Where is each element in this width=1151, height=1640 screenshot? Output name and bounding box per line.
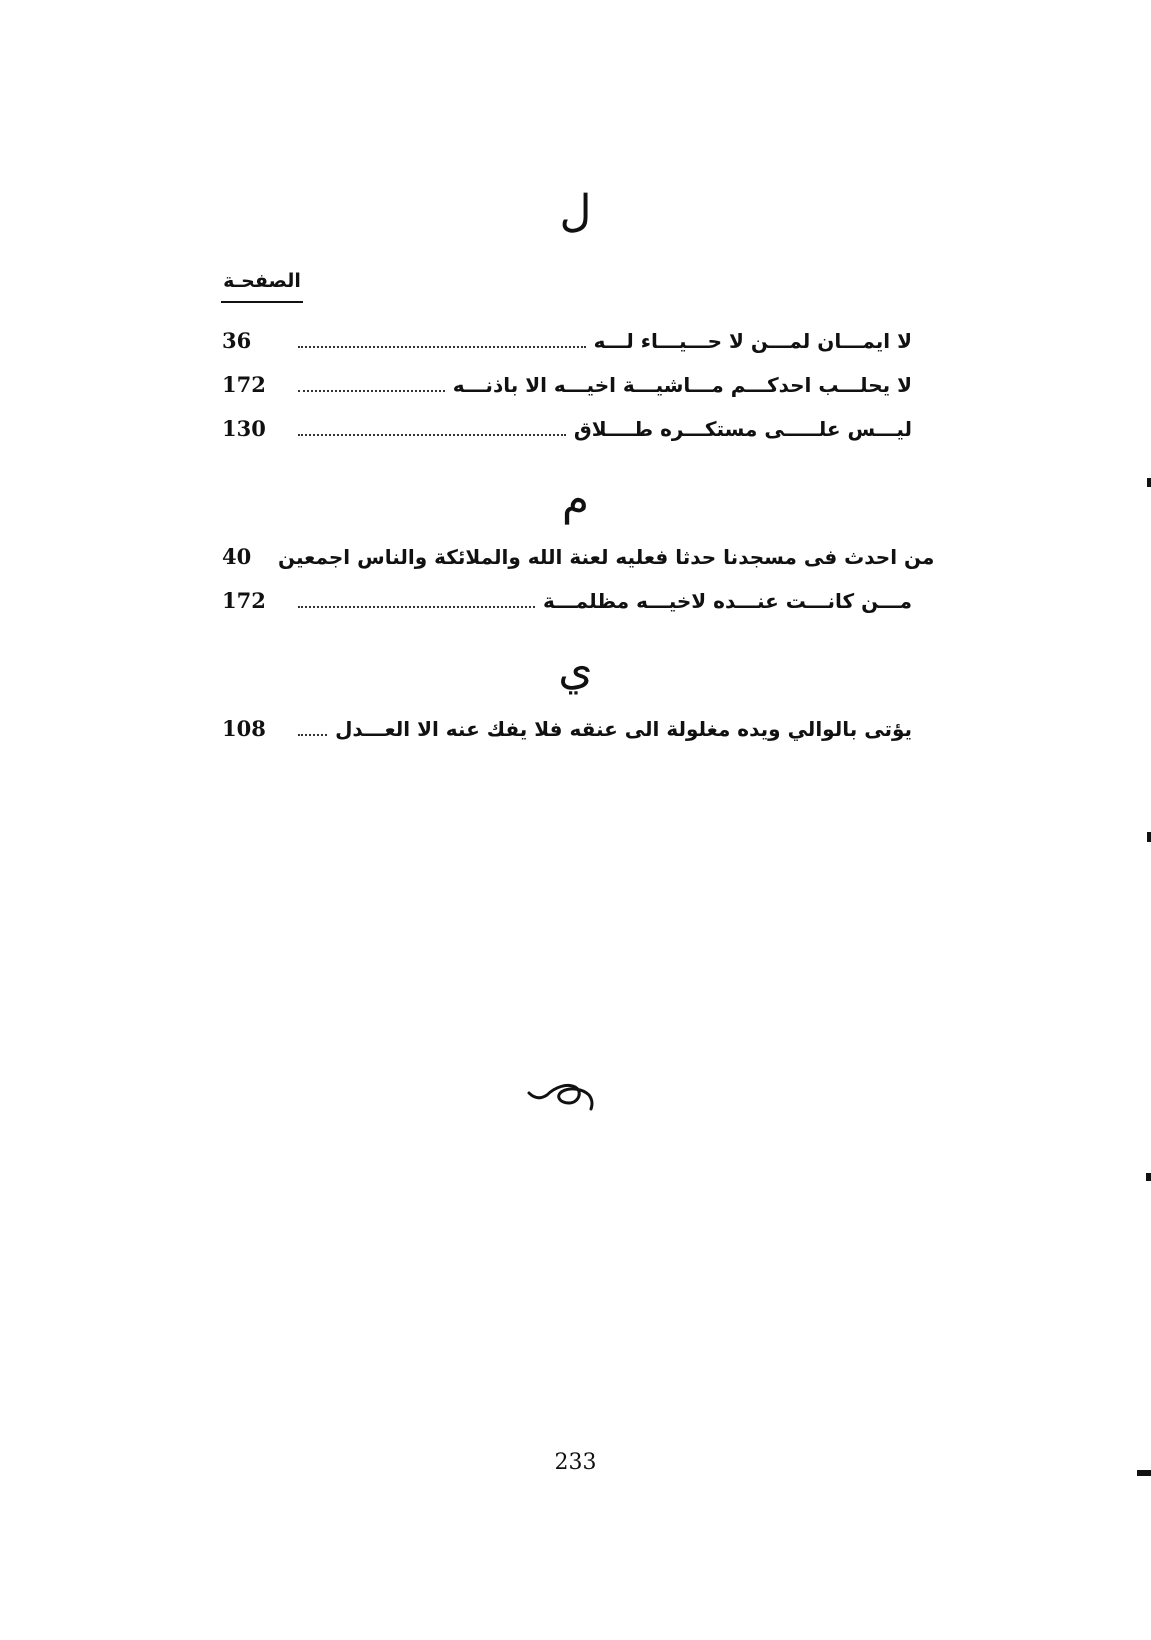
flourish-ornament-icon [525, 1075, 605, 1115]
index-entry [222, 320, 912, 354]
header-underline [221, 301, 303, 303]
entry-text: لا يحلـــب احدكـــم مـــاشيـــة اخيـــه الا باذنـــه [452, 373, 912, 397]
section-letter-lam: ل [559, 186, 592, 237]
scan-edge-mark [1137, 1470, 1151, 1476]
index-entry [222, 364, 912, 398]
section-letter-ya: ي [558, 644, 593, 695]
scan-edge-mark [1146, 1173, 1151, 1181]
dot-leader [298, 390, 445, 392]
index-entry [222, 580, 912, 614]
entry-page-number: 172 [222, 372, 266, 397]
dot-leader [298, 606, 535, 608]
entry-text: لا ايمـــان لمـــن لا حـــيـــاء لـــه [593, 329, 912, 353]
index-entry [222, 408, 912, 442]
entry-page-number: 40 [222, 544, 252, 569]
dot-leader [298, 346, 586, 348]
entry-text: ليـــس علـــــى مستكـــره طــــلاق [573, 417, 912, 441]
entry-page-number: 172 [222, 588, 266, 613]
section-letter-mim: م [561, 474, 590, 525]
scan-edge-mark [1147, 478, 1151, 487]
dot-leader [298, 434, 566, 436]
page-column-header: الصفحـة [223, 270, 301, 292]
entry-text: يؤتى بالوالي ويده مغلولة الى عنقه فلا يفك عنه الا العـــدل [335, 717, 912, 741]
page-number: 233 [554, 1450, 597, 1475]
entry-text: من احدث فى مسجدنا حدثا فعليه لعنة الله والملائكة والناس اجمعين [278, 545, 935, 569]
entry-text: مـــن كانـــت عنـــده لاخيـــه مظلمـــة [543, 589, 912, 613]
scan-edge-mark [1147, 832, 1151, 842]
entry-page-number: 130 [222, 416, 266, 441]
dot-leader [298, 734, 327, 736]
entry-page-number: 108 [222, 716, 266, 741]
index-entry [222, 708, 912, 742]
index-entry [222, 536, 935, 570]
entry-page-number: 36 [222, 328, 252, 353]
